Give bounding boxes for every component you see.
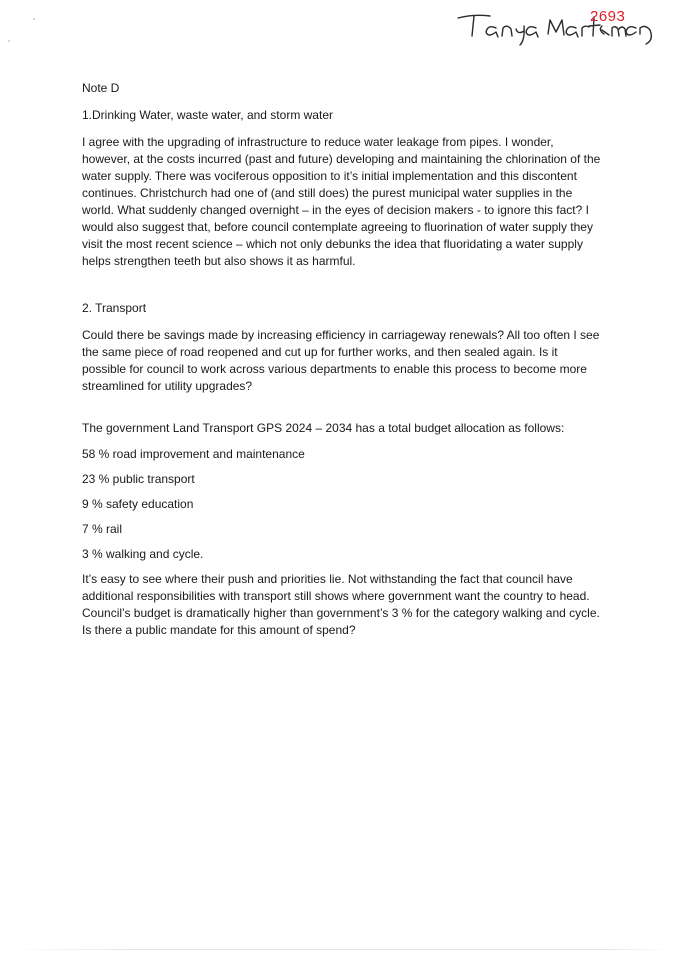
- budget-item: 58 % road improvement and maintenance: [82, 447, 305, 461]
- budget-item: 23 % public transport: [82, 472, 195, 486]
- budget-item: 7 % rail: [82, 522, 123, 536]
- budget-intro: The government Land Transport GPS 2024 – 2034 has a total budget allocation as follows:: [82, 421, 565, 435]
- handwritten-signature: [452, 4, 662, 50]
- section-heading: 2. Transport: [82, 301, 147, 315]
- document-title: Note D: [82, 81, 120, 95]
- scan-speck: [8, 40, 10, 42]
- closing-paragraph: It’s easy to see where their push and priorities lie. Not withstanding the fact that council have additional responsibilities with transport still shows where government want the country to head. Council’s budget is dramatically higher than government’s 3 % for the category walking and cycle. Is there a public mandate for this amount of spend?: [82, 572, 600, 637]
- document-body: [82, 80, 602, 639]
- section-heading: 1.Drinking Water, waste water, and storm water: [82, 108, 333, 122]
- section-paragraph: I agree with the upgrading of infrastructure to reduce water leakage from pipes. I wonder, however, at the costs incurred (past and future) developing and maintaining the chlorination of the water supply. There was vociferous opposition to it’s initial implementation and this discontent continues. Christchurch had one of (and still does) the purest municipal water supplies in the world. What suddenly changed overnight – in the eyes of decision makers - to ignore this fact? I would also suggest that, before council contemplate agreeing to fluorination of water supply they visit the most recent science – which not only debunks the idea that fluoridating a water supply helps strengthen teeth but also shows it as harmful.: [82, 135, 601, 268]
- budget-item: 9 % safety education: [82, 497, 194, 511]
- scan-edge-line: [0, 949, 675, 950]
- reference-stamp: 2693: [590, 8, 626, 25]
- section-paragraph: Could there be savings made by increasing efficiency in carriageway renewals? All too often I see the same piece of road reopened and cut up for further works, and then sealed again. Is it possible for council to work across various departments to enable this process to become more streamlined for utility upgrades?: [82, 328, 600, 393]
- budget-item: 3 % walking and cycle.: [82, 547, 204, 561]
- scan-speck: [33, 18, 35, 20]
